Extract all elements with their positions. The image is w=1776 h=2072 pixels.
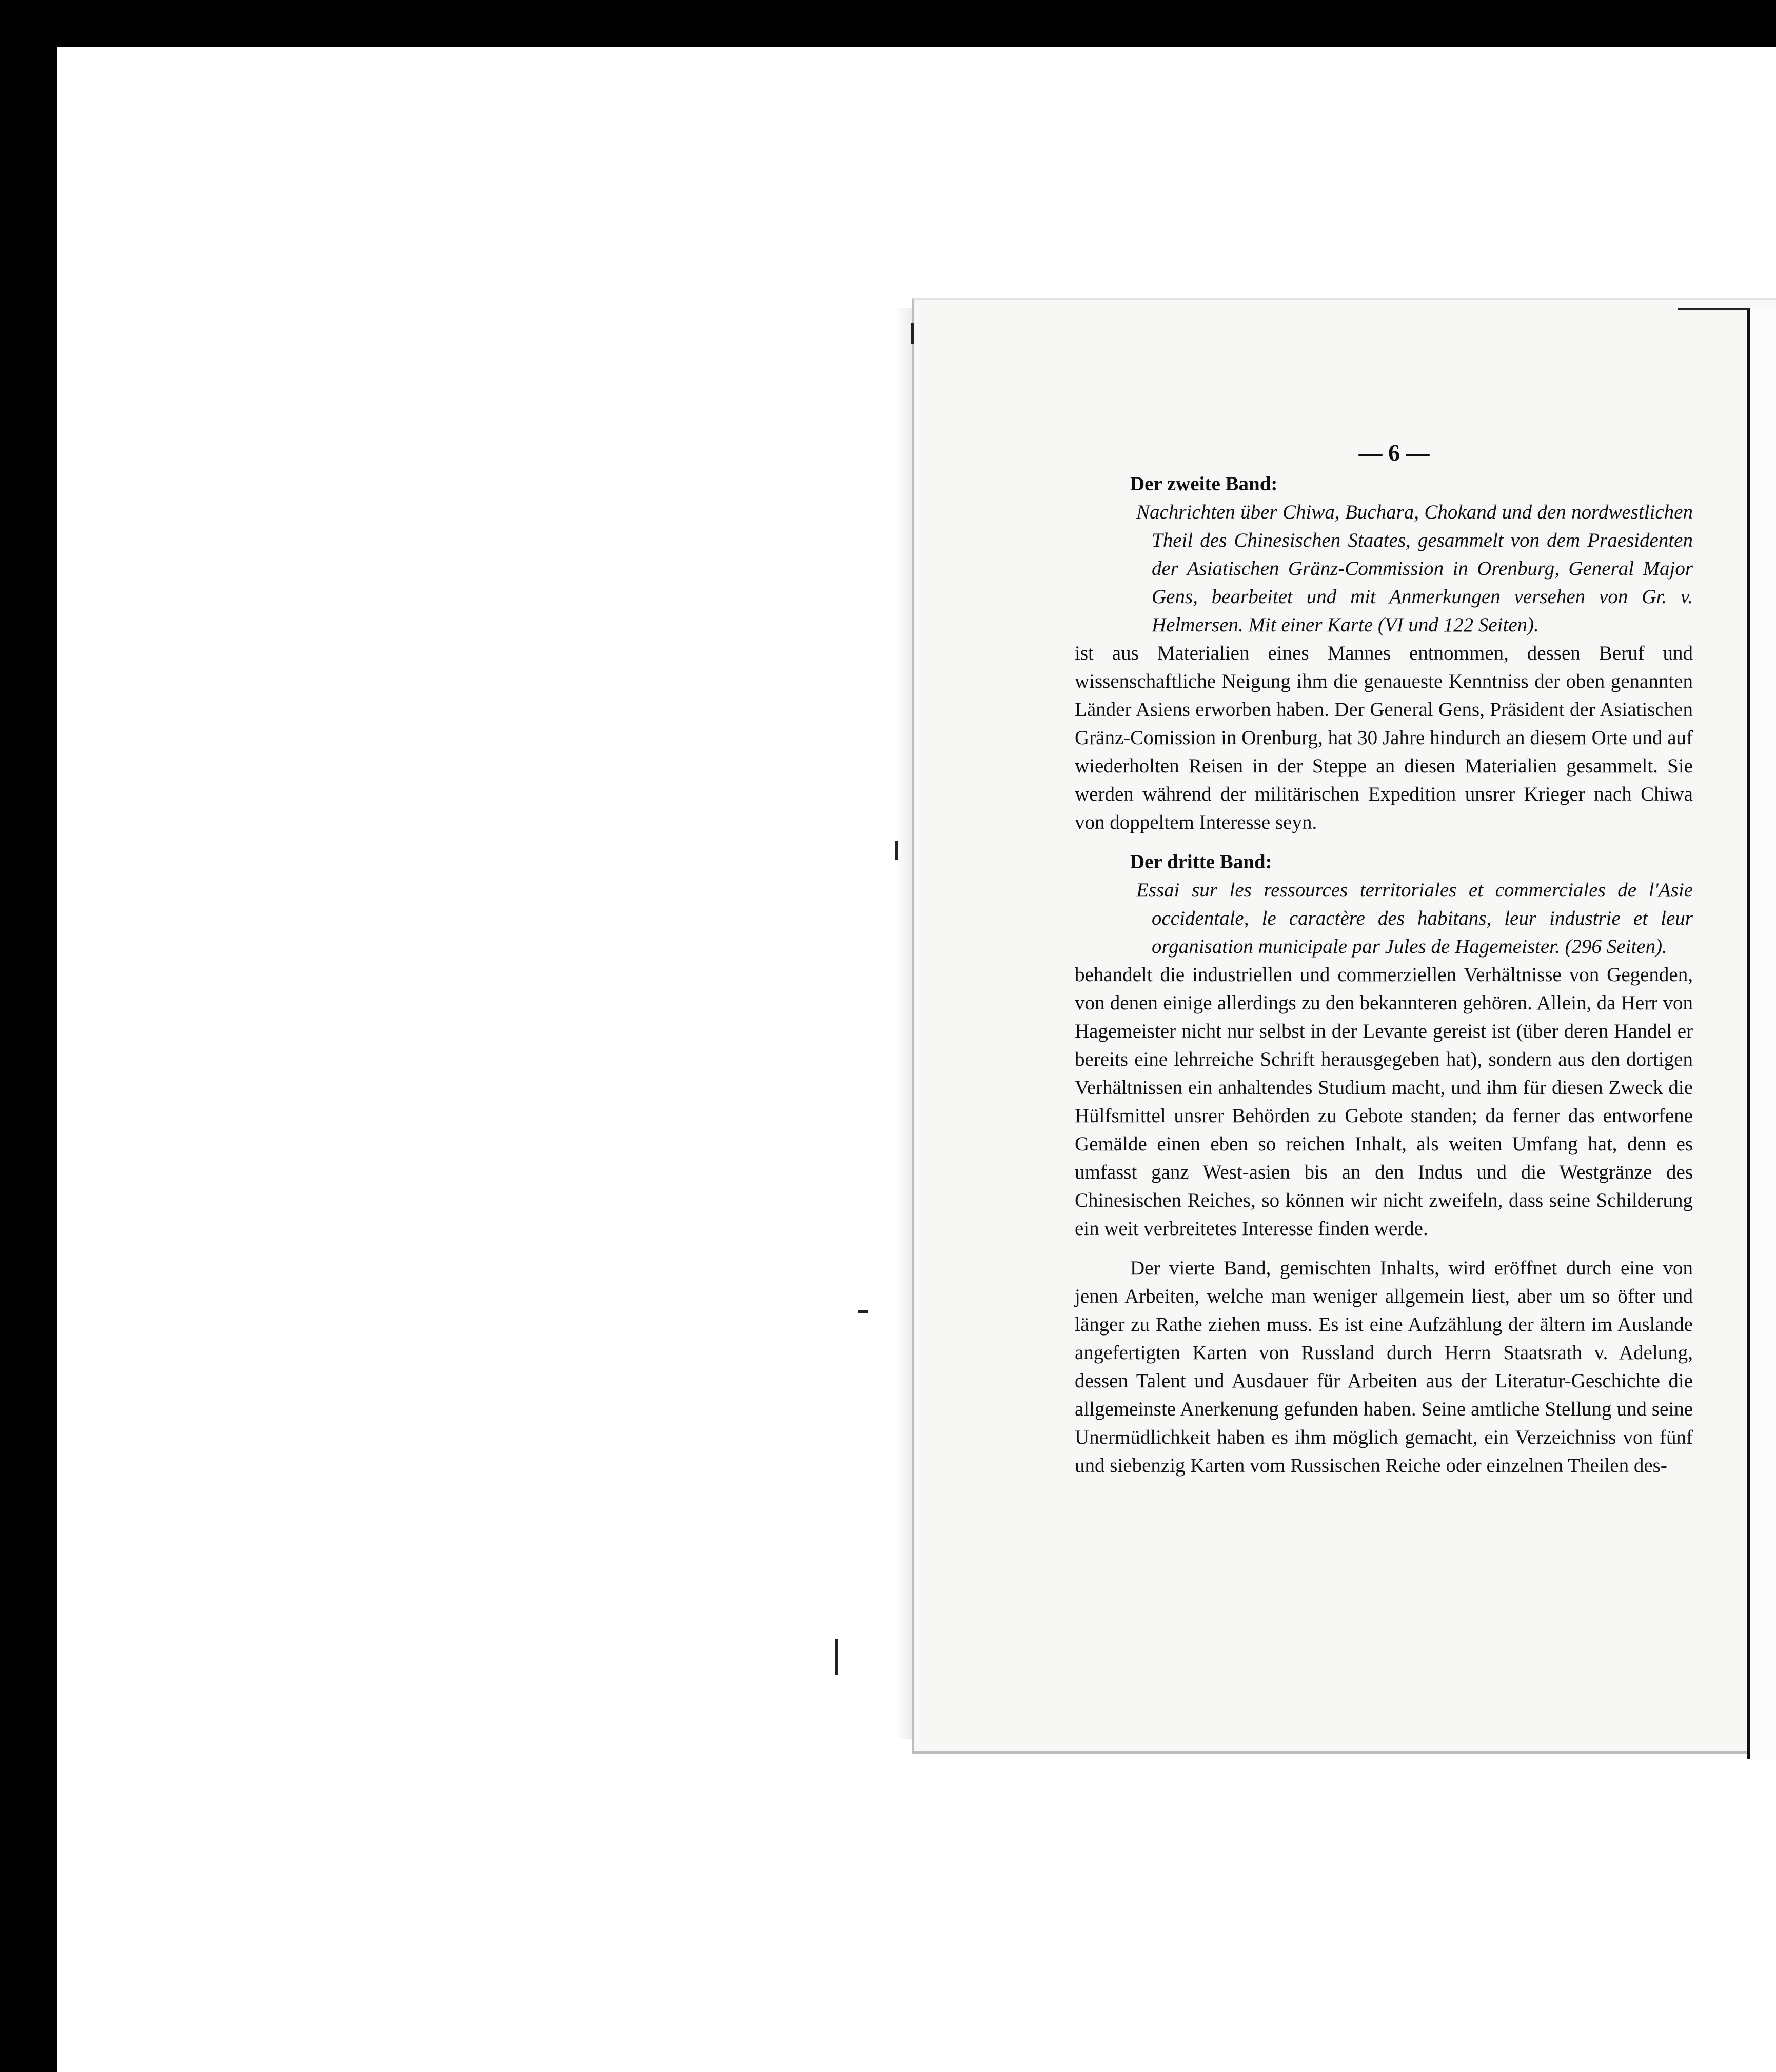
section-gap: [1075, 836, 1693, 848]
citation-second-volume: Nachrichten über Chiwa, Buchara, Chokand und den nordwestlichen Theil des Chinesischen Staates, gesammelt von dem Praesidenten der Asiatischen Gränz-Commission in Orenburg, General Major Gens, bearbeitet und mit Anmerkungen versehen von Gr. v. Helmersen. Mit einer Karte (VI und 122 Seiten).: [1136, 501, 1693, 636]
paragraph-fourth-volume: Der vierte Band, gemischten Inhalts, wird eröffnet durch eine von jenen Arbeiten, welche man weniger allgemein liest, aber um so öfter und länger zu Rathe ziehen muss. Es ist eine Aufzählung der ältern im Auslande angefertigten Karten von Russland durch Herrn Staatsrath v. Adelung, dessen Talent und Ausdauer für Arbeiten aus der Literatur-Geschichte die allgemeinste Anerkenung gefunden haben. Seine amtliche Stellung und seine Unermüdlichkeit haben es ihm möglich gemacht, ein Verzeichniss von fünf und siebenzig Karten vom Russischen Reiche oder einzelnen Theilen des-: [1075, 1257, 1693, 1477]
page-number: — 6 —: [1358, 440, 1430, 466]
section-heading-third-volume: Der dritte Band:: [1130, 851, 1272, 873]
adjacent-page-edge: [1747, 308, 1776, 1759]
paragraph-third-volume: behandelt die industriellen und commerziellen Verhältnisse von Gegenden, von denen einige allerdings zu den bekannteren gehören. Allein, da Herr von Hagemeister nicht nur selbst in der Levante gereist ist (über deren Handel er bereits eine lehrreiche Schrift herausgegeben hat), sondern aus den dortigen Verhältnissen ein anhaltendes Studium macht, und ihm für diesen Zweck die Hülfsmittel unsrer Behörden zu Gebote standen; da ferner das entworfene Gemälde einen eben so reichen Inhalt, als weiten Umfang hat, denn es umfasst ganz West-asien bis an den Indus und die Westgränze des Chinesischen Reiches, so können wir nicht zweifeln, dass seine Schilderung ein weit verbreitetes Interesse finden werde.: [1075, 964, 1693, 1240]
page-text: [1075, 439, 1693, 1480]
margin-mark: [1678, 308, 1749, 310]
paragraph-second-volume: ist aus Materialien eines Mannes entnommen, dessen Beruf und wissenschaftliche Neigung ihm die genaueste Kenntniss der oben genannten Länder Asiens erworben haben. Der General Gens, Präsident der Asiatischen Gränz-Comission in Orenburg, hat 30 Jahre hindurch an diesem Orte und auf wiederholten Reisen in der Steppe an diesen Materialien gesammelt. Sie werden während der militärischen Expedition unsrer Krieger nach Chiwa von doppeltem Interesse seyn.: [1075, 642, 1693, 833]
margin-mark: [835, 1639, 838, 1675]
section-heading-second-volume: Der zweite Band:: [1130, 473, 1278, 495]
margin-mark: [895, 841, 898, 860]
margin-mark: [911, 323, 914, 344]
citation-third-volume: Essai sur les ressources territoriales et commerciales de l'Asie occidentale, le caractère des habitans, leur industrie et leur organisation municipale par Jules de Hagemeister. (296 Seiten).: [1136, 879, 1693, 958]
section-gap: [1075, 1243, 1693, 1254]
margin-mark: [858, 1310, 868, 1313]
